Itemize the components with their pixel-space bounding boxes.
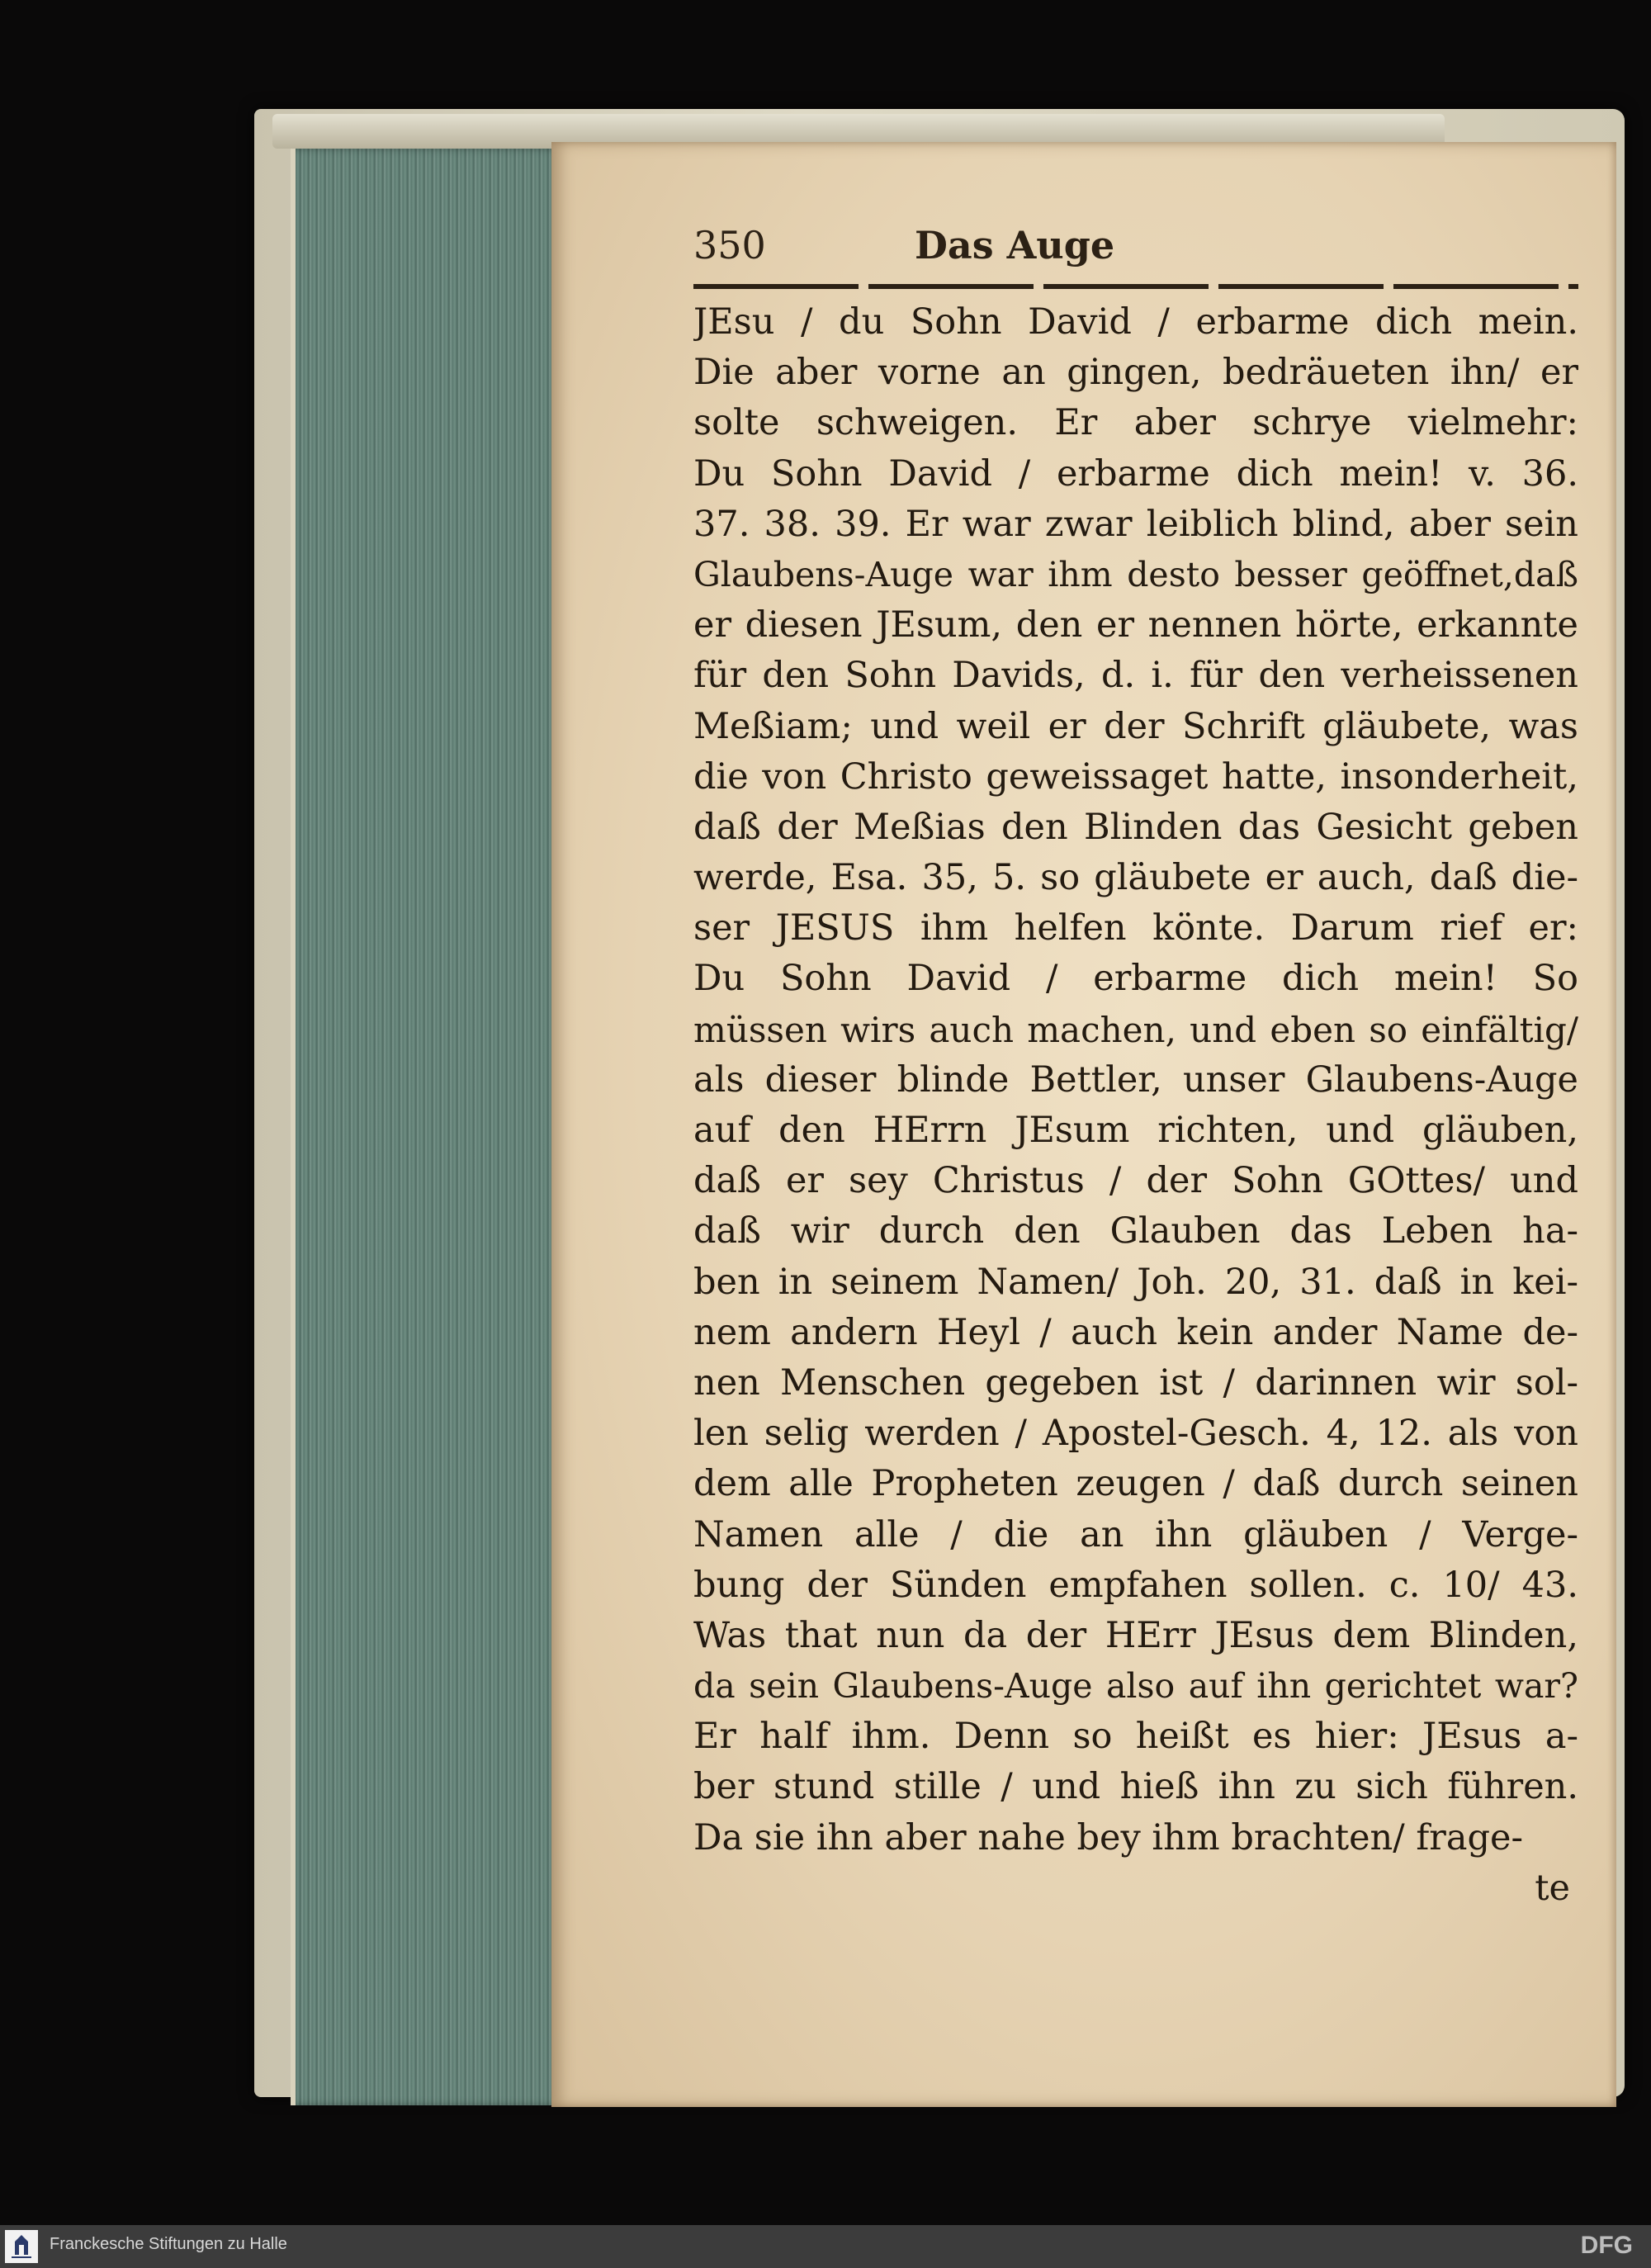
text-line: dem alle Propheten zeugen / daß durch seinen — [693, 1463, 1578, 1505]
text-line: auf den HErrn JEsum richten, und gläuben, — [693, 1110, 1578, 1151]
footer-dfg-logo[interactable]: DFG — [1580, 2232, 1633, 2259]
body-text — [693, 297, 1578, 1863]
catchword: te — [1535, 1867, 1570, 1909]
text-line: für den Sohn Davids, d. i. für den verheissenen — [693, 655, 1578, 697]
text-line: Da sie ihn aber nahe bey ihm brachten/ frage- — [693, 1816, 1523, 1858]
page-header — [693, 223, 1578, 281]
text-line: er diesen JEsum, den er nennen hörte, erkannte — [693, 604, 1578, 646]
text-line: solte schweigen. Er aber schrye vielmehr: — [693, 402, 1578, 444]
text-line: Glaubens-Auge war ihm desto besser geöffnet,daß — [693, 554, 1578, 594]
text-line: daß wir durch den Glauben das Leben ha- — [693, 1210, 1578, 1252]
book-page — [551, 142, 1616, 2107]
text-line: Du Sohn David / erbarme dich mein! So — [693, 958, 1578, 1000]
text-line: Namen alle / die an ihn gläuben / Verge- — [693, 1513, 1578, 1555]
text-line: die von Christo geweissaget hatte, insonderheit, — [693, 755, 1578, 798]
text-line: ben in seinem Namen/ Joh. 20, 31. daß in kei- — [693, 1261, 1578, 1303]
text-line: JEsu / du Sohn David / erbarme dich mein. — [693, 301, 1578, 343]
text-line: Was that nun da der HErr JEsus dem Blinden, — [693, 1614, 1578, 1656]
footer-bar — [0, 2225, 1651, 2268]
text-line: bung der Sünden empfahen sollen. c. 10/ 43. — [693, 1564, 1578, 1606]
text-line: nen Menschen gegeben ist / darinnen wir sol- — [693, 1361, 1578, 1404]
institution-crest-icon — [5, 2230, 38, 2263]
text-line: Die aber vorne an gingen, bedräueten ihn/ er — [693, 352, 1578, 394]
footer-institution-name[interactable]: Franckesche Stiftungen zu Halle — [50, 2235, 287, 2253]
text-line: Er half ihm. Denn so heißt es hier: JEsus a- — [693, 1716, 1578, 1758]
text-line: ser JESUS ihm helfen könte. Darum rief er: — [693, 907, 1578, 949]
text-line: Du Sohn David / erbarme dich mein! v. 36. — [693, 452, 1578, 495]
text-line: daß der Meßias den Blinden das Gesicht geben — [693, 806, 1578, 848]
text-line: da sein Glaubens-Auge also auf ihn gerichtet war? — [693, 1666, 1578, 1707]
page-edges — [291, 149, 561, 2105]
text-line: als dieser blinde Bettler, unser Glaubens-Auge — [693, 1058, 1578, 1101]
text-line: müssen wirs auch machen, und eben so einfältig/ — [693, 1009, 1578, 1050]
text-line: len selig werden / Apostel-Gesch. 4, 12. als von — [693, 1413, 1578, 1455]
text-line: werde, Esa. 35, 5. so gläubete er auch, daß die- — [693, 857, 1578, 899]
text-line: ber stund stille / und hieß ihn zu sich führen. — [693, 1766, 1578, 1808]
text-line: 37. 38. 39. Er war zwar leiblich blind, aber sein — [693, 503, 1578, 545]
text-line: daß er sey Christus / der Sohn GOttes/ und — [693, 1160, 1578, 1202]
text-line: nem andern Heyl / auch kein ander Name de- — [693, 1311, 1578, 1353]
text-line: Meßiam; und weil er der Schrift gläubete, was — [693, 705, 1578, 747]
running-head: Das Auge — [915, 223, 1115, 268]
page-text-block — [693, 223, 1578, 1913]
page-number: 350 — [693, 223, 766, 268]
header-rule — [693, 284, 1578, 289]
